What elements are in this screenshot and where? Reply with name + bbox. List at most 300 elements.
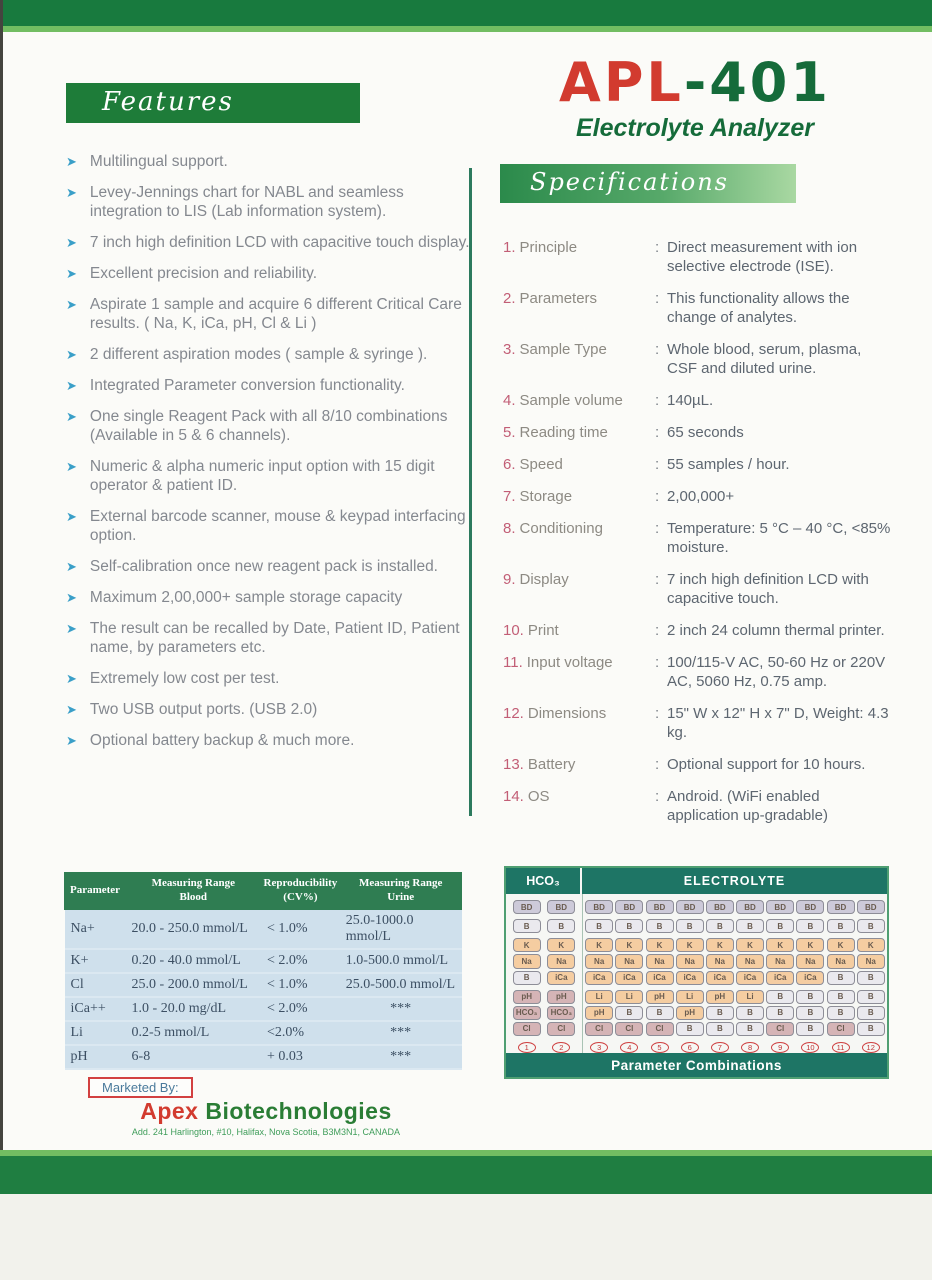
table-cell: 20.0 - 250.0 mmol/L bbox=[126, 909, 261, 949]
spec-colon: : bbox=[655, 520, 660, 537]
product-name bbox=[500, 51, 890, 114]
feature-text: Integrated Parameter conversion functionality. bbox=[89, 377, 405, 394]
spec-row bbox=[503, 704, 895, 742]
features-section-title: Features bbox=[66, 83, 360, 123]
feature-text: Excellent precision and reliability. bbox=[89, 265, 318, 282]
combo-cell: B bbox=[706, 1022, 734, 1036]
feature-item bbox=[66, 619, 476, 657]
feature-bullet-icon: ➤ bbox=[66, 509, 77, 524]
spec-label bbox=[503, 455, 655, 474]
table-row bbox=[65, 1021, 462, 1045]
table-header-cell bbox=[261, 873, 340, 910]
spec-value: 65 seconds bbox=[667, 424, 744, 441]
feature-item bbox=[66, 457, 476, 495]
combo-cell: B bbox=[736, 919, 764, 933]
spec-row bbox=[503, 755, 895, 774]
combo-cell: pH bbox=[547, 990, 575, 1004]
combo-cell: B bbox=[766, 990, 794, 1004]
combo-cell: BD bbox=[736, 900, 764, 914]
electrolyte-columns bbox=[582, 894, 887, 1053]
company-block bbox=[70, 1098, 462, 1137]
combo-cell: BD bbox=[706, 900, 734, 914]
combo-cell: K bbox=[796, 938, 824, 952]
combo-cell: B bbox=[827, 971, 855, 985]
combo-cell: B bbox=[646, 1006, 674, 1020]
top-border-accent bbox=[0, 26, 932, 32]
spec-label bbox=[503, 289, 655, 327]
column-number-badge: 1 bbox=[518, 1042, 536, 1053]
table-header-cell bbox=[340, 873, 462, 910]
combination-column bbox=[513, 900, 541, 1053]
spec-label bbox=[503, 391, 655, 410]
company-name bbox=[70, 1098, 462, 1125]
table-cell: 25.0-500.0 mmol/L bbox=[340, 973, 462, 997]
combo-cell: K bbox=[513, 938, 541, 952]
spec-colon: : bbox=[655, 756, 660, 773]
combo-cell: B bbox=[547, 919, 575, 933]
combinations-header bbox=[506, 868, 887, 894]
spec-label bbox=[503, 423, 655, 442]
table-cell: K+ bbox=[65, 949, 126, 973]
combo-cell: pH bbox=[513, 990, 541, 1004]
table-row bbox=[65, 997, 462, 1021]
combo-cell: Cl bbox=[585, 1022, 613, 1036]
spec-number: 2. bbox=[503, 290, 516, 307]
combo-cell: B bbox=[736, 1022, 764, 1036]
combo-cell: K bbox=[646, 938, 674, 952]
combo-cell: iCa bbox=[585, 971, 613, 985]
combo-cell: Cl bbox=[547, 1022, 575, 1036]
column-number-badge: 9 bbox=[771, 1042, 789, 1053]
combo-cell: K bbox=[585, 938, 613, 952]
combo-cell: Na bbox=[827, 954, 855, 968]
combo-cell: BD bbox=[857, 900, 885, 914]
spec-colon: : bbox=[655, 392, 660, 409]
column-number-badge: 10 bbox=[801, 1042, 819, 1053]
combo-cell: B bbox=[706, 919, 734, 933]
combo-cell: Na bbox=[615, 954, 643, 968]
feature-item bbox=[66, 233, 476, 252]
spec-row bbox=[503, 519, 895, 557]
spec-value: This functionality allows the change of analytes. bbox=[667, 290, 850, 326]
feature-bullet-icon: ➤ bbox=[66, 702, 77, 717]
combo-cell: Li bbox=[676, 990, 704, 1004]
feature-text: Maximum 2,00,000+ sample storage capacity bbox=[89, 589, 403, 606]
combo-cell: B bbox=[615, 1006, 643, 1020]
combination-column bbox=[547, 900, 575, 1053]
hco3-header: HCO₃ bbox=[506, 868, 582, 894]
combo-cell: B bbox=[766, 1006, 794, 1020]
spec-colon: : bbox=[655, 788, 660, 805]
column-number-badge: 3 bbox=[590, 1042, 608, 1053]
spec-colon: : bbox=[655, 705, 660, 722]
combo-cell: BD bbox=[676, 900, 704, 914]
combo-cell: B bbox=[857, 971, 885, 985]
combo-cell: K bbox=[736, 938, 764, 952]
table-cell: < 1.0% bbox=[261, 909, 340, 949]
combo-cell: Na bbox=[676, 954, 704, 968]
combo-cell: iCa bbox=[706, 971, 734, 985]
table-cell: < 2.0% bbox=[261, 997, 340, 1021]
combination-column bbox=[676, 900, 704, 1053]
specifications-section-title: Specifications bbox=[500, 164, 796, 203]
combo-cell: K bbox=[615, 938, 643, 952]
column-number-badge: 4 bbox=[620, 1042, 638, 1053]
product-name-apl: APL bbox=[559, 51, 684, 114]
combo-cell: iCa bbox=[796, 971, 824, 985]
combo-cell: HCO₃ bbox=[513, 1006, 541, 1020]
spec-label-text: Conditioning bbox=[519, 520, 603, 537]
spec-row bbox=[503, 340, 895, 378]
column-number-badge: 7 bbox=[711, 1042, 729, 1053]
product-name-401: -401 bbox=[683, 51, 831, 114]
combo-cell: K bbox=[547, 938, 575, 952]
combo-cell: B bbox=[857, 990, 885, 1004]
combo-cell: K bbox=[857, 938, 885, 952]
spec-colon: : bbox=[655, 239, 660, 256]
company-name-biotech: Biotechnologies bbox=[205, 1098, 392, 1124]
combo-cell: BD bbox=[796, 900, 824, 914]
table-header-line: Reproducibility bbox=[263, 877, 338, 889]
spec-label-text: Print bbox=[527, 622, 559, 639]
combination-column bbox=[615, 900, 643, 1053]
scan-margin bbox=[0, 1194, 932, 1280]
combo-cell: BD bbox=[547, 900, 575, 914]
combo-cell: K bbox=[766, 938, 794, 952]
feature-text: Extremely low cost per test. bbox=[89, 670, 280, 687]
product-logo bbox=[500, 51, 890, 143]
feature-bullet-icon: ➤ bbox=[66, 409, 77, 424]
spec-label-text: Sample Type bbox=[519, 341, 607, 358]
feature-bullet-icon: ➤ bbox=[66, 235, 77, 250]
feature-item bbox=[66, 557, 476, 576]
spec-row bbox=[503, 621, 895, 640]
column-number-badge: 8 bbox=[741, 1042, 759, 1053]
spec-label bbox=[503, 487, 655, 506]
bottom-border-band bbox=[0, 1156, 932, 1194]
combo-cell: Li bbox=[585, 990, 613, 1004]
feature-item bbox=[66, 295, 476, 333]
feature-item bbox=[66, 183, 476, 221]
combination-column bbox=[706, 900, 734, 1053]
feature-item bbox=[66, 407, 476, 445]
spec-label bbox=[503, 238, 655, 276]
combo-cell: K bbox=[706, 938, 734, 952]
spec-number: 7. bbox=[503, 488, 516, 505]
combo-cell: Li bbox=[736, 990, 764, 1004]
feature-bullet-icon: ➤ bbox=[66, 154, 77, 169]
combination-column bbox=[766, 900, 794, 1053]
table-cell: 0.20 - 40.0 mmol/L bbox=[126, 949, 261, 973]
table-cell: 25.0-1000.0 mmol/L bbox=[340, 909, 462, 949]
spec-colon: : bbox=[655, 456, 660, 473]
measuring-range-table bbox=[64, 872, 462, 1070]
table-header-line: (CV%) bbox=[283, 890, 318, 903]
spec-colon: : bbox=[655, 622, 660, 639]
feature-bullet-icon: ➤ bbox=[66, 559, 77, 574]
combo-cell: B bbox=[827, 919, 855, 933]
combo-cell: iCa bbox=[646, 971, 674, 985]
combination-column bbox=[857, 900, 885, 1053]
combo-cell: pH bbox=[676, 1006, 704, 1020]
spec-number: 8. bbox=[503, 520, 516, 537]
table-row bbox=[65, 973, 462, 997]
combo-cell: Na bbox=[706, 954, 734, 968]
spec-label-text: Principle bbox=[519, 239, 578, 256]
table-cell: Li bbox=[65, 1021, 126, 1045]
spec-number: 9. bbox=[503, 571, 516, 588]
feature-item bbox=[66, 507, 476, 545]
spec-label-text: Dimensions bbox=[527, 705, 607, 722]
combo-cell: iCa bbox=[615, 971, 643, 985]
combo-cell: Na bbox=[646, 954, 674, 968]
spec-colon: : bbox=[655, 571, 660, 588]
combo-cell: BD bbox=[615, 900, 643, 914]
feature-text: Levey-Jennings chart for NABL and seamless integration to LIS (Lab information system). bbox=[89, 184, 404, 220]
feature-bullet-icon: ➤ bbox=[66, 266, 77, 281]
combo-cell: Cl bbox=[766, 1022, 794, 1036]
combo-cell: BD bbox=[827, 900, 855, 914]
feature-bullet-icon: ➤ bbox=[66, 621, 77, 636]
spec-row bbox=[503, 570, 895, 608]
combo-cell: B bbox=[706, 1006, 734, 1020]
feature-bullet-icon: ➤ bbox=[66, 297, 77, 312]
combo-cell: Li bbox=[615, 990, 643, 1004]
spec-number: 11. bbox=[503, 654, 523, 671]
feature-bullet-icon: ➤ bbox=[66, 590, 77, 605]
spec-value: 15" W x 12" H x 7" D, Weight: 4.3 kg. bbox=[667, 705, 889, 741]
feature-item bbox=[66, 669, 476, 688]
spec-label bbox=[503, 340, 655, 378]
combo-cell: B bbox=[796, 990, 824, 1004]
table-header-line: Parameter bbox=[69, 883, 121, 896]
spec-number: 6. bbox=[503, 456, 516, 473]
spec-value: 2,00,000+ bbox=[667, 488, 735, 505]
table-row bbox=[65, 909, 462, 949]
combo-cell: B bbox=[766, 919, 794, 933]
spec-label-text: Battery bbox=[527, 756, 576, 773]
feature-item bbox=[66, 731, 476, 750]
table-cell: *** bbox=[340, 997, 462, 1021]
combo-cell: B bbox=[796, 1006, 824, 1020]
combination-column bbox=[646, 900, 674, 1053]
table-header-cell bbox=[126, 873, 261, 910]
spec-label-text: OS bbox=[527, 788, 550, 805]
feature-bullet-icon: ➤ bbox=[66, 378, 77, 393]
spec-value: 7 inch high definition LCD with capacitive touch. bbox=[667, 571, 869, 607]
combo-cell: HCO₃ bbox=[547, 1006, 575, 1020]
feature-text: Optional battery backup & much more. bbox=[89, 732, 355, 749]
spec-label-text: Parameters bbox=[519, 290, 598, 307]
spec-colon: : bbox=[655, 424, 660, 441]
combo-cell: Cl bbox=[615, 1022, 643, 1036]
spec-label bbox=[503, 704, 655, 742]
spec-label bbox=[503, 755, 655, 774]
table-cell: + 0.03 bbox=[261, 1045, 340, 1069]
spec-value: 55 samples / hour. bbox=[667, 456, 790, 473]
spec-number: 10. bbox=[503, 622, 524, 639]
combo-cell: Na bbox=[857, 954, 885, 968]
feature-bullet-icon: ➤ bbox=[66, 459, 77, 474]
feature-item bbox=[66, 264, 476, 283]
spec-number: 4. bbox=[503, 392, 516, 409]
spec-value: 100/115-V AC, 50-60 Hz or 220V AC, 5060 Hz, 0.75 amp. bbox=[667, 654, 886, 690]
spec-number: 3. bbox=[503, 341, 516, 358]
combo-cell: pH bbox=[585, 1006, 613, 1020]
spec-label bbox=[503, 519, 655, 557]
spec-label-text: Storage bbox=[519, 488, 573, 505]
combo-cell: B bbox=[646, 919, 674, 933]
combinations-grid bbox=[506, 894, 887, 1053]
table-cell: 0.2-5 mmol/L bbox=[126, 1021, 261, 1045]
spec-row bbox=[503, 238, 895, 276]
spec-value: 140µL. bbox=[667, 392, 714, 409]
spec-row bbox=[503, 423, 895, 442]
table-cell: pH bbox=[65, 1045, 126, 1069]
combo-cell: Na bbox=[796, 954, 824, 968]
feature-bullet-icon: ➤ bbox=[66, 671, 77, 686]
column-number-badge: 2 bbox=[552, 1042, 570, 1053]
spec-number: 5. bbox=[503, 424, 516, 441]
feature-item bbox=[66, 152, 476, 171]
spec-colon: : bbox=[655, 654, 660, 671]
feature-text: 2 different aspiration modes ( sample & syringe ). bbox=[89, 346, 428, 363]
feature-text: 7 inch high definition LCD with capacitive touch display. bbox=[89, 234, 470, 251]
page-left-edge bbox=[0, 0, 3, 1280]
feature-text: External barcode scanner, mouse & keypad interfacing option. bbox=[89, 508, 466, 544]
combo-cell: iCa bbox=[547, 971, 575, 985]
combo-cell: B bbox=[736, 1006, 764, 1020]
combo-cell: Na bbox=[547, 954, 575, 968]
column-number-badge: 6 bbox=[681, 1042, 699, 1053]
feature-text: The result can be recalled by Date, Patient ID, Patient name, by parameters etc. bbox=[89, 620, 460, 656]
parameter-combinations-panel bbox=[504, 866, 889, 1079]
table-row bbox=[65, 1045, 462, 1069]
feature-bullet-icon: ➤ bbox=[66, 347, 77, 362]
spec-row bbox=[503, 391, 895, 410]
column-number-badge: 5 bbox=[651, 1042, 669, 1053]
spec-number: 13. bbox=[503, 756, 524, 773]
top-border-band bbox=[0, 0, 932, 26]
table-header-line: Urine bbox=[387, 890, 415, 903]
feature-text: One single Reagent Pack with all 8/10 combinations (Available in 5 & 6 channels). bbox=[89, 408, 448, 444]
table-header-line: Measuring Range bbox=[358, 877, 443, 889]
spec-value: Whole blood, serum, plasma, CSF and diluted urine. bbox=[667, 341, 862, 377]
feature-text: Numeric & alpha numeric input option with 15 digit operator & patient ID. bbox=[89, 458, 435, 494]
company-address: Add. 241 Harlington, #10, Halifax, Nova Scotia, B3M3N1, CANADA bbox=[131, 1127, 401, 1137]
column-number-badge: 11 bbox=[832, 1042, 850, 1053]
feature-item bbox=[66, 376, 476, 395]
spec-label-text: Reading time bbox=[519, 424, 608, 441]
spec-row bbox=[503, 787, 895, 825]
feature-text: Two USB output ports. (USB 2.0) bbox=[89, 701, 318, 718]
combo-cell: B bbox=[796, 1022, 824, 1036]
electrolyte-header: ELECTROLYTE bbox=[683, 874, 786, 888]
combination-column bbox=[827, 900, 855, 1053]
combo-cell: B bbox=[827, 1006, 855, 1020]
spec-number: 14. bbox=[503, 788, 524, 805]
spec-label-text: Input voltage bbox=[526, 654, 613, 671]
table-cell: < 2.0% bbox=[261, 949, 340, 973]
feature-bullet-icon: ➤ bbox=[66, 185, 77, 200]
spec-value: Direct measurement with ion selective electrode (ISE). bbox=[667, 239, 858, 275]
table-cell: <2.0% bbox=[261, 1021, 340, 1045]
combination-column bbox=[796, 900, 824, 1053]
combo-cell: B bbox=[513, 971, 541, 985]
combo-cell: Cl bbox=[646, 1022, 674, 1036]
combo-cell: iCa bbox=[766, 971, 794, 985]
combo-cell: K bbox=[827, 938, 855, 952]
feature-item bbox=[66, 700, 476, 719]
column-number-badge: 12 bbox=[862, 1042, 880, 1053]
feature-text: Multilingual support. bbox=[89, 153, 228, 170]
combo-cell: Na bbox=[736, 954, 764, 968]
spec-colon: : bbox=[655, 488, 660, 505]
combo-cell: pH bbox=[646, 990, 674, 1004]
table-header-line: Measuring Range bbox=[151, 877, 235, 889]
table-header-line: Blood bbox=[179, 890, 208, 903]
combo-cell: K bbox=[676, 938, 704, 952]
feature-item bbox=[66, 345, 476, 364]
feature-item bbox=[66, 588, 476, 607]
feature-bullet-icon: ➤ bbox=[66, 733, 77, 748]
spec-label bbox=[503, 787, 655, 825]
spec-label-text: Speed bbox=[519, 456, 563, 473]
combo-cell: BD bbox=[513, 900, 541, 914]
spec-value: Optional support for 10 hours. bbox=[667, 756, 866, 773]
hco3-columns bbox=[506, 894, 582, 1053]
combo-cell: B bbox=[615, 919, 643, 933]
spec-value: 2 inch 24 column thermal printer. bbox=[667, 622, 885, 639]
combinations-footer-label: Parameter Combinations bbox=[506, 1053, 887, 1077]
combo-cell: BD bbox=[766, 900, 794, 914]
spec-label bbox=[503, 653, 655, 691]
spec-number: 12. bbox=[503, 705, 524, 722]
table-cell: 25.0 - 200.0 mmol/L bbox=[126, 973, 261, 997]
spec-value: Temperature: 5 °C – 40 °C, <85% moisture. bbox=[667, 520, 891, 556]
combination-column bbox=[585, 900, 613, 1053]
combo-cell: Na bbox=[766, 954, 794, 968]
combo-cell: B bbox=[585, 919, 613, 933]
spec-label-text: Display bbox=[519, 571, 569, 588]
spec-row bbox=[503, 455, 895, 474]
combo-cell: BD bbox=[646, 900, 674, 914]
combo-cell: B bbox=[796, 919, 824, 933]
combo-cell: pH bbox=[706, 990, 734, 1004]
table-cell: 6-8 bbox=[126, 1045, 261, 1069]
spec-label bbox=[503, 570, 655, 608]
spec-colon: : bbox=[655, 290, 660, 307]
table-header-cell bbox=[65, 873, 126, 910]
combo-cell: iCa bbox=[676, 971, 704, 985]
feature-text: Self-calibration once new reagent pack is installed. bbox=[89, 558, 438, 575]
spec-label-text: Sample volume bbox=[519, 392, 623, 409]
spec-colon: : bbox=[655, 341, 660, 358]
table-cell: *** bbox=[340, 1021, 462, 1045]
combo-cell: Na bbox=[513, 954, 541, 968]
table-cell: 1.0 - 20.0 mg/dL bbox=[126, 997, 261, 1021]
combo-cell: B bbox=[676, 1022, 704, 1036]
spec-row bbox=[503, 653, 895, 691]
spec-value: Android. (WiFi enabled application up-gradable) bbox=[667, 788, 828, 824]
table-header-row bbox=[65, 873, 462, 910]
combo-cell: B bbox=[857, 919, 885, 933]
combo-cell: Cl bbox=[513, 1022, 541, 1036]
table-cell: *** bbox=[340, 1045, 462, 1069]
specifications-list bbox=[503, 238, 895, 838]
product-subtitle: Electrolyte Analyzer bbox=[575, 114, 815, 142]
feature-text: Aspirate 1 sample and acquire 6 different Critical Care results. ( Na, K, iCa, pH, Cl & Li ) bbox=[89, 296, 462, 332]
